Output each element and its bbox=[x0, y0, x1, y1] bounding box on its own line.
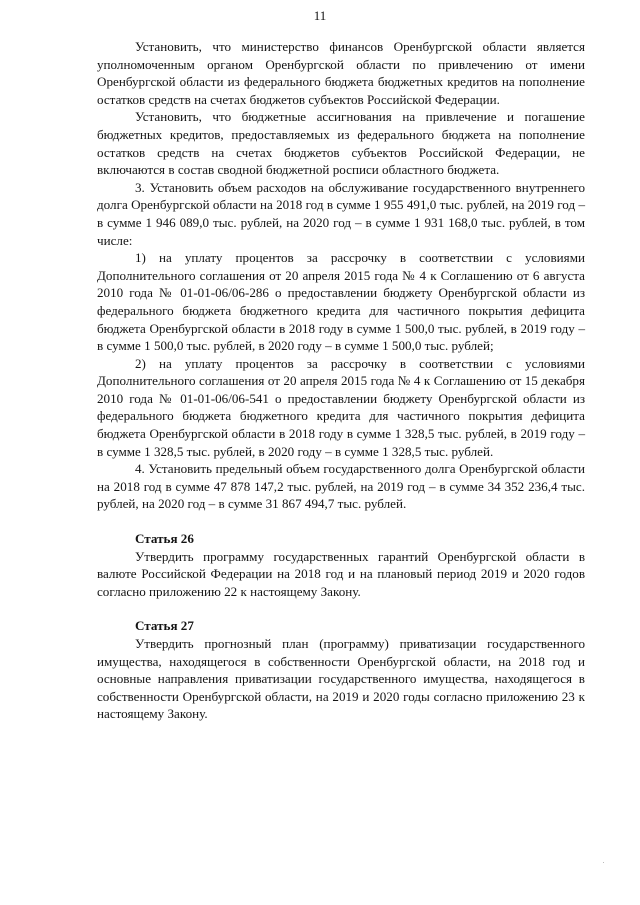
scan-speck bbox=[603, 862, 604, 863]
article-27-text: Утвердить прогнозный план (программу) приватизации государственного имущества, находящегося в собственности Оренбургской области, на 2018 год и основные направления приватизации государственного имущества, находящегося в собственности Оренбургской области, на 2019 и 2020 годы согласно приложению 23 к настоящему Закону. bbox=[97, 636, 585, 722]
section-spacer bbox=[97, 513, 585, 530]
article-26-title: Статья 26 bbox=[135, 531, 194, 547]
paragraph-installment-interest-1: 1) на уплату процентов за рассрочку в соответствии с условиями Дополнительного соглашения от 20 апреля 2015 года № 4 к Соглашению от 6 августа 2010 года № 01-01-06/06-286 о предоставлении бюджету Оренбургской области из федерального бюджета бюджетного кредита для частичного покрытия дефицита бюджета Оренбургской области в 2018 году в сумме 1 500,0 тыс. рублей, в 2019 году – в сумме 1 500,0 тыс. рублей, в 2020 году – в сумме 1 500,0 тыс. рублей; bbox=[97, 250, 585, 354]
section-spacer bbox=[97, 600, 585, 617]
paragraph-authorized-body: Установить, что министерство финансов Оренбургской области является уполномоченным органом Оренбургской области по привлечению от имени Оренбургской области из федерального бюджета бюджетных кредитов на пополнение остатков средств на счетах бюджетов субъектов Российской Федерации. bbox=[97, 39, 585, 107]
article-26-text: Утвердить программу государственных гарантий Оренбургской области в валюте Российской Федерации на 2018 год и на плановый период 2019 и 2020 годов согласно приложению 22 к настоящему Закону. bbox=[97, 548, 585, 599]
page-number: 11 bbox=[313, 8, 327, 23]
article-27-title: Статья 27 bbox=[135, 618, 194, 634]
paragraph-debt-limit: 4. Установить предельный объем государственного долга Оренбургской области на 2018 год в сумме 47 878 147,2 тыс. рублей, на 2019 год – в сумме 34 352 236,4 тыс. рублей, на 2020 год – в сумме 31 867 494,7 тыс. рублей. bbox=[97, 461, 585, 512]
paragraph-installment-interest-2: 2) на уплату процентов за рассрочку в соответствии с условиями Дополнительного соглашения от 20 апреля 2015 года № 4 к Соглашению от 15 декабря 2010 года № 01-01-06/06-541 о предоставлении бюджету Оренбургской области из федерального бюджета бюджетного кредита для частичного покрытия дефицита бюджета Оренбургской области в 2018 году в сумме 1 328,5 тыс. рублей, в 2019 году – в сумме 1 328,5 тыс. рублей, в 2020 году – в сумме 1 328,5 тыс. рублей. bbox=[97, 355, 585, 459]
paragraph-budget-allocations: Установить, что бюджетные ассигнования на привлечение и погашение бюджетных кредитов, предоставляемых из федерального бюджета на пополнение остатков средств на счетах бюджетов субъектов Российской Федерации, не включаются в состав сводной бюджетной росписи областного бюджета. bbox=[97, 109, 585, 178]
document-body bbox=[97, 38, 585, 723]
paragraph-debt-service-expenses: 3. Установить объем расходов на обслуживание государственного внутреннего долга Оренбургской области на 2018 год в сумме 1 955 491,0 тыс. рублей, на 2019 год – в сумме 1 946 089,0 тыс. рублей, на 2020 год – в сумме 1 931 168,0 тыс. рублей, в том числе: bbox=[97, 179, 585, 248]
